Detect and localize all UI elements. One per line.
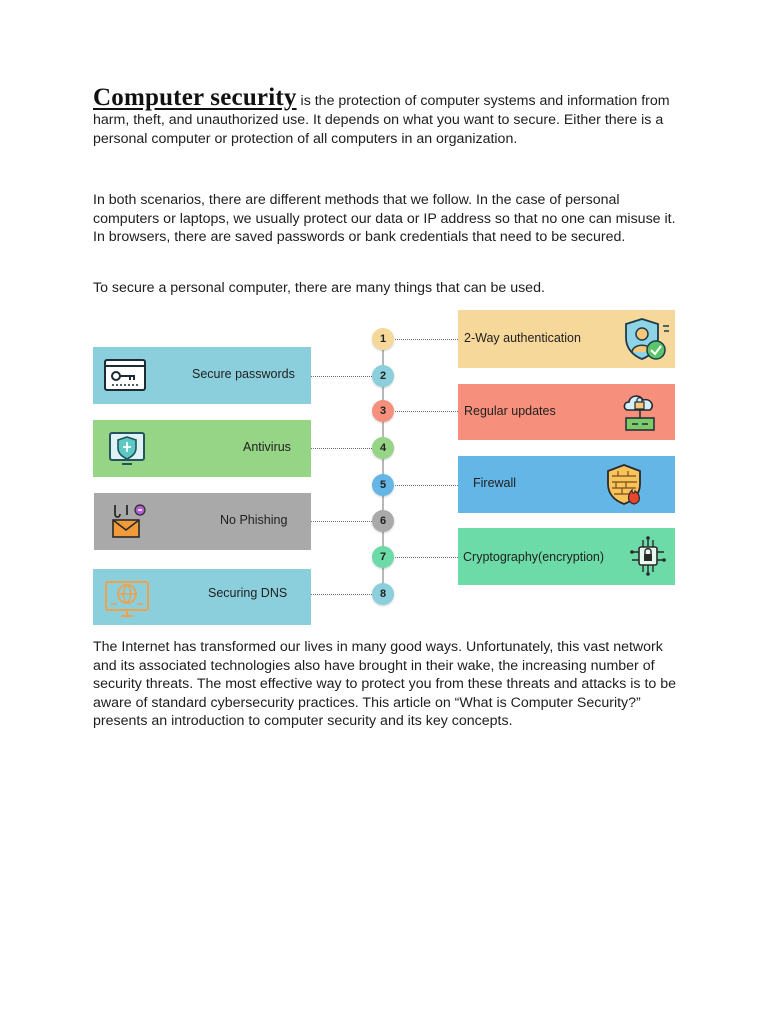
connector-line: [395, 485, 458, 486]
paragraph-internet: The Internet has transformed our lives in many good ways. Unfortunately, this vast network and its associated technologies also have brought in their wake, the increasing number of security threats. The most effective way to protect you from these threats and attacks is to be aware of standard cybersecurity practices. This article on “What is Computer Security?” presents an introduction to computer security and its key concepts.: [93, 639, 677, 730]
card-label: Cryptography(encryption): [463, 550, 605, 564]
card-firewall: [458, 456, 675, 513]
step-badge-1: 1: [372, 328, 394, 350]
step-badge-6: 6: [372, 510, 394, 532]
step-badge-2: 2: [372, 365, 394, 387]
card-label: Securing DNS: [208, 586, 288, 600]
antivirus-shield-icon: [107, 428, 147, 471]
card-secure-passwords: [93, 347, 311, 404]
card-label: Secure passwords: [192, 367, 295, 381]
step-badge-3: 3: [372, 400, 394, 422]
dns-monitor-icon: [103, 574, 153, 623]
card-label: Firewall: [473, 476, 517, 490]
security-infographic: [92, 308, 676, 628]
cloud-update-icon: [620, 390, 660, 437]
connector-line: [311, 448, 372, 449]
card-label: Regular updates: [464, 404, 556, 418]
paragraph-scenarios: In both scenarios, there are different methods that we follow. In the case of personal computers or laptops, we usually protect our data or IP address so that no one can misuse it. In browsers, there are saved passwords or bank credentials that need to be secured.: [93, 192, 676, 246]
step-badge-5: 5: [372, 474, 394, 496]
connector-line: [311, 594, 372, 595]
document-title: Computer security: [93, 84, 297, 111]
card-label: 2-Way authentication: [464, 331, 581, 345]
card-2-way-authentication: [458, 310, 675, 368]
paragraph-personal-computer: To secure a personal computer, there are many things that can be used.: [93, 280, 545, 296]
step-badge-7: 7: [372, 546, 394, 568]
card-securing-dns: [93, 569, 311, 625]
intro-text: is the protection of computer systems and information from harm, theft, and unauthorized use. It depends on what you want to secure. Either there is a personal computer or protection of all computers in an organization.: [93, 93, 670, 147]
connector-line: [311, 376, 372, 377]
card-label: Antivirus: [243, 440, 291, 454]
connector-line: [395, 411, 458, 412]
connector-line: [311, 521, 372, 522]
card-label: No Phishing: [220, 513, 288, 527]
step-badge-4: 4: [372, 437, 394, 459]
intro-paragraph: [93, 84, 683, 149]
phishing-hook-icon: [108, 501, 148, 544]
card-cryptography: [458, 528, 675, 585]
step-badge-8: 8: [372, 583, 394, 605]
card-no-phishing: [94, 493, 311, 550]
firewall-icon: [604, 462, 646, 509]
user-shield-icon: [622, 316, 670, 365]
connector-line: [395, 339, 458, 340]
password-key-icon: [103, 357, 147, 396]
card-antivirus: [93, 420, 311, 477]
card-regular-updates: [458, 384, 675, 440]
connector-line: [395, 557, 458, 558]
encryption-chip-icon: [628, 535, 668, 580]
